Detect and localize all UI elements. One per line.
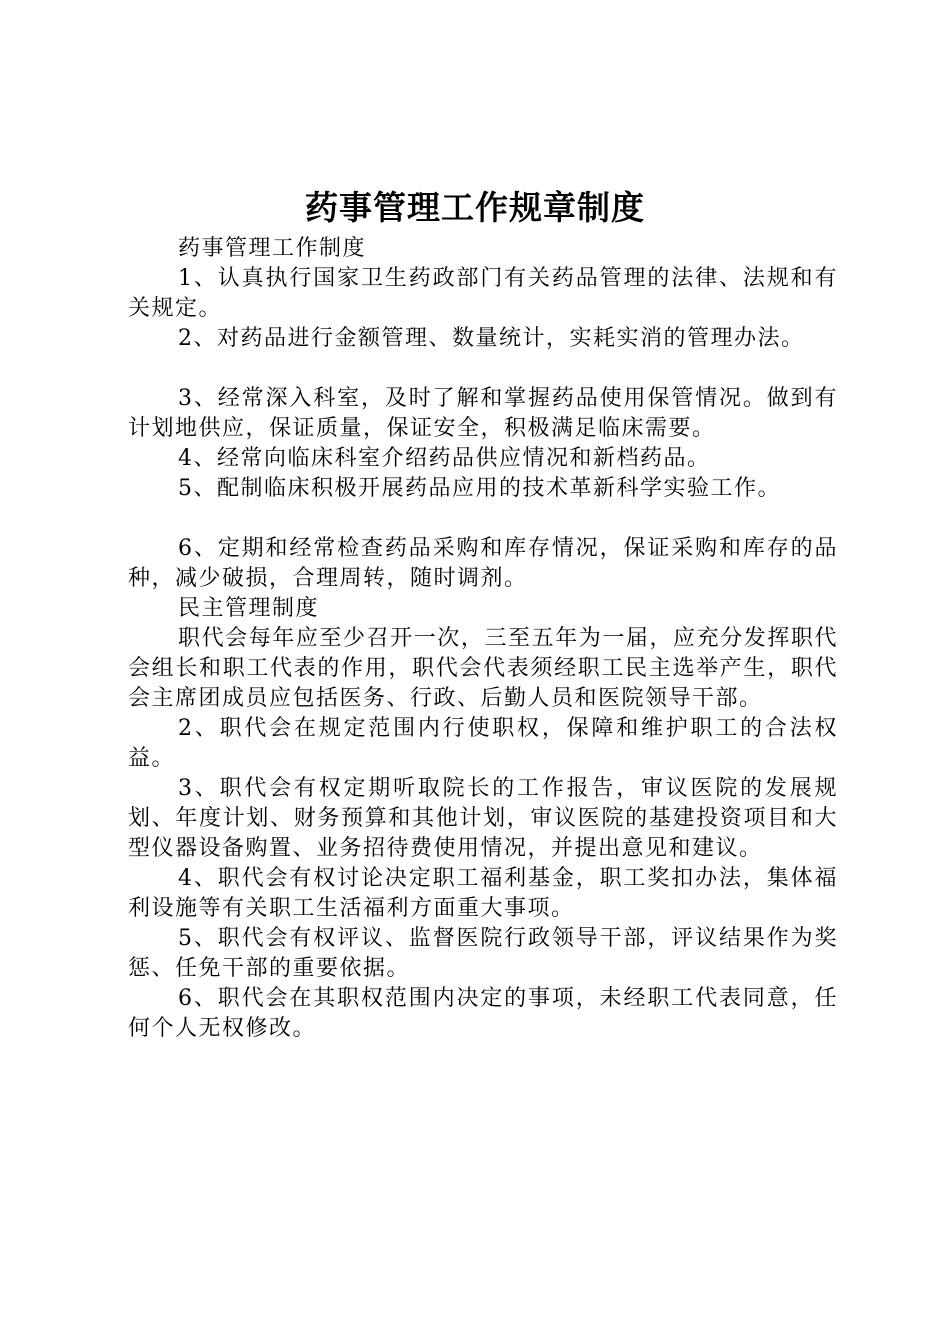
section-heading-democratic: 民主管理制度 <box>178 596 320 621</box>
paragraph: 5、配制临床积极开展药品应用的技术革新科学实验工作。 <box>178 476 781 501</box>
paragraph: 1、认真执行国家卫生药政部门有关药品管理的法律、法规和有关规定。 <box>128 266 838 321</box>
paragraph: 5、职代会有权评议、监督医院行政领导干部，评议结果作为奖惩、任免干部的重要依据。 <box>128 926 838 981</box>
paragraph: 6、职代会在其职权范围内决定的事项，未经职工代表同意，任何个人无权修改。 <box>128 986 838 1041</box>
section-heading-pharmacy: 药事管理工作制度 <box>178 236 367 261</box>
paragraph: 6、定期和经常检查药品采购和库存情况，保证采购和库存的品种，减少破损，合理周转，随时调剂。 <box>128 536 838 591</box>
paragraph: 2、职代会在规定范围内行使职权，保障和维护职工的合法权益。 <box>128 716 838 771</box>
paragraph: 4、经常向临床科室介绍药品供应情况和新档药品。 <box>178 446 711 471</box>
document-body <box>128 234 838 1044</box>
paragraph: 3、职代会有权定期听取院长的工作报告，审议医院的发展规划、年度计划、财务预算和其他计划，审议医院的基建投资项目和大型仪器设备购置、业务招待费使用情况，并提出意见和建议。 <box>128 776 838 861</box>
paragraph: 3、经常深入科室，及时了解和掌握药品使用保管情况。做到有计划地供应，保证质量，保证安全，积极满足临床需要。 <box>128 386 838 441</box>
paragraph: 4、职代会有权讨论决定职工福利基金，职工奖扣办法，集体福利设施等有关职工生活福利方面重大事项。 <box>128 866 838 921</box>
document-title: 药事管理工作规章制度 <box>305 188 645 227</box>
paragraph: 2、对药品进行金额管理、数量统计，实耗实消的管理办法。 <box>178 326 805 351</box>
paragraph: 职代会每年应至少召开一次，三至五年为一届，应充分发挥职代会组长和职工代表的作用，职代会代表须经职工民主选举产生，职代会主席团成员应包括医务、行政、后勤人员和医院领导干部。 <box>128 626 838 711</box>
